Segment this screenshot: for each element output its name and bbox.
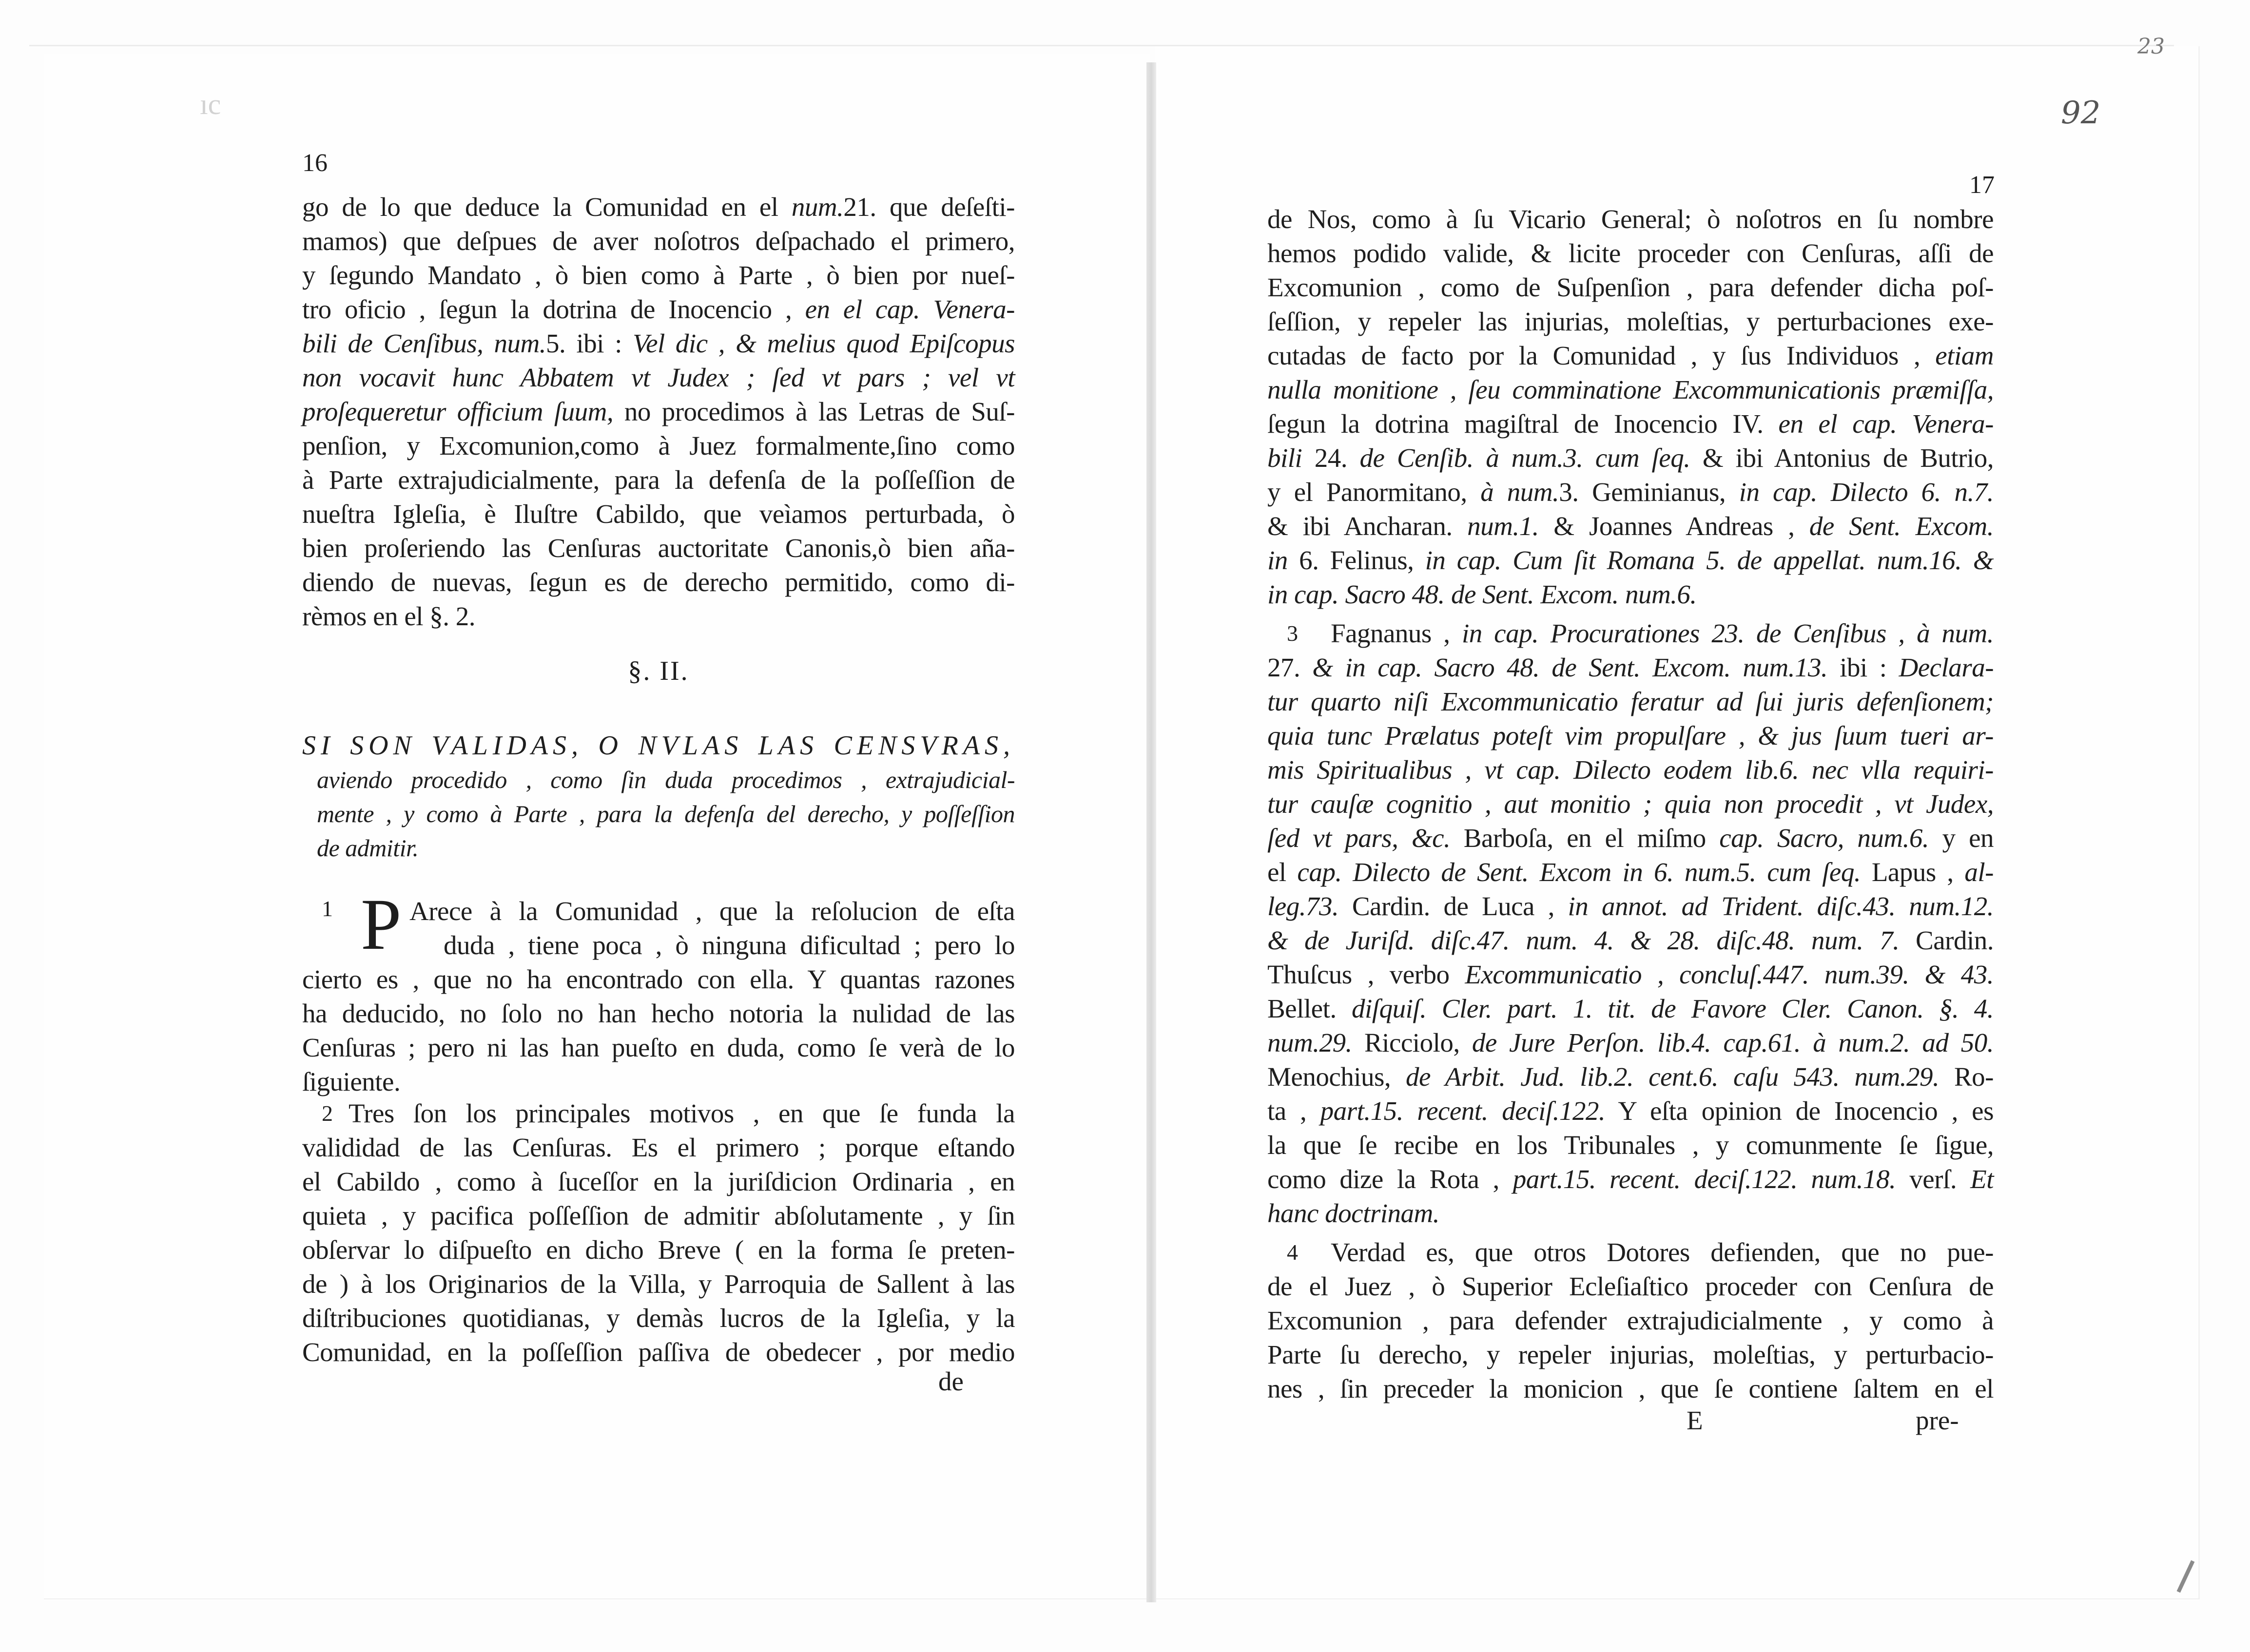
text-run: & ibi Ancharan. [1267, 511, 1468, 541]
paragraph-line: cierto es , que no ha encontrado con ella. Y quantas razones [302, 964, 1015, 994]
text-run: y ſegundo Mandato , ò bien como à Parte , ò bien por nueſ- [302, 260, 1015, 290]
text-run: Menochius, [1267, 1062, 1406, 1092]
italic-citation: in cap. Sacro 48. de Sent. Excom. num.6. [1267, 579, 1697, 609]
section-subheading-line: mente , y como à Parte , para la defenſa del derecho, y poſſeſſion [317, 800, 1015, 827]
text-run: & ibi Antonius de Butrio, [1690, 443, 1994, 473]
text-run: rèmos en el §. 2. [302, 601, 476, 631]
catchword: pre- [1916, 1405, 1959, 1435]
italic-citation: tur quarto niſi Excommunicatio feratur ad ſui juris defenſionem; [1267, 687, 1994, 716]
section-subheading-line: aviendo procedido , como ſin duda procedimos , extrajudicial- [317, 766, 1015, 793]
paragraph-line [1267, 821, 1994, 855]
text-line [1267, 543, 1994, 577]
italic-citation: in cap. Procurationes 23. de Cenſibus , à num. [1461, 618, 1994, 648]
text-run: 6. Felinus, [1287, 545, 1425, 575]
text-line [1267, 236, 1994, 270]
paragraph-line [1267, 1162, 1994, 1196]
text-run: ibi : [1827, 653, 1899, 682]
paragraph-line [1267, 855, 1994, 889]
text-run: tro oficio , ſegun la dotrina de Inocencio , [302, 294, 805, 324]
text-line [1267, 270, 1994, 305]
text-run: hemos podido valide, & licite proceder con Cenſuras, aſſi de [1267, 238, 1994, 268]
italic-citation: al- [1964, 857, 1994, 887]
paragraph-line: el Cabildo , como à ſuceſſor en la juriſdicion Ordinaria , en [302, 1167, 1015, 1196]
text-line [302, 395, 1015, 429]
text-line [302, 429, 1015, 463]
text-run: Thuſcus , verbo [1267, 960, 1465, 989]
text-run: go de lo que deduce la Comunidad en el [302, 192, 792, 222]
text-line [1267, 202, 1994, 236]
text-line [302, 599, 1015, 634]
paragraph-line: valididad de las Cenſuras. Es el primero ; porque eſtando [302, 1133, 1015, 1162]
text-run: Lapus , [1861, 857, 1965, 887]
paragraph-line: de ) à los Originarios de la Villa, y Parroquia de Sallent à las [302, 1269, 1015, 1299]
text-run: nueſtra Igleſia, è Iluſtre Cabildo, que veìamos perturbada, ò [302, 499, 1015, 529]
text-run: Ricciolo, [1352, 1028, 1472, 1057]
paragraph-number: 4 [1287, 1240, 1298, 1265]
paragraph-line: Cenſuras ; pero ni las han pueſto en duda, como ſe verà de lo [302, 1033, 1015, 1062]
text-run: Ro- [1939, 1062, 1994, 1092]
text-run: y el Panormitano, [1267, 477, 1481, 507]
text-line [1267, 305, 1994, 339]
italic-citation: ſed vt pars, &c. [1267, 823, 1451, 853]
text-run: diendo de nuevas, ſegun es de derecho permitido, como di- [302, 567, 1015, 597]
italic-citation: de Arbit. Jud. lib.2. cent.6. caſu 543. num.29. [1405, 1062, 1940, 1092]
italic-citation: quia tunc Prælatus poteſt vim propulſare , & jus ſuum tueri ar- [1267, 721, 1994, 750]
italic-citation: cap. Dilecto de Sent. Excom in 6. num.5. cum ſeq. [1297, 857, 1861, 887]
italic-citation: hanc doctrinam. [1267, 1198, 1440, 1228]
paragraph-line [1267, 923, 1994, 958]
italic-citation: à num. [1480, 477, 1559, 507]
text-run: verſ. [1896, 1164, 1971, 1194]
italic-citation: & in cap. Sacro 48. de Sent. Excom. num.13. [1312, 653, 1828, 682]
text-run: ſegun la dotrina magiſtral de Inocencio IV. [1267, 409, 1779, 439]
text-line [1267, 475, 1994, 509]
text-line [302, 292, 1015, 327]
text-line [1267, 339, 1994, 373]
paragraph-line: quieta , y pacifica poſſeſſion de admitir abſolutamente , y ſin [302, 1201, 1015, 1230]
text-line [302, 463, 1015, 497]
text-line [302, 531, 1015, 565]
italic-citation: Declara- [1899, 653, 1994, 682]
paragraph-number: 2 [322, 1101, 333, 1126]
text-run: no procedimos à las Letras de Suſ- [613, 397, 1015, 426]
paragraph-line [1267, 1094, 1994, 1128]
paragraph-line: Comunidad, en la poſſeſſion paſſiva de obedecer , por medio [302, 1337, 1015, 1367]
paragraph-line [1267, 719, 1994, 753]
paragraph-line [1267, 753, 1994, 787]
text-run: de Nos, como à ſu Vicario General; ò noſotros en ſu nombre [1267, 204, 1994, 234]
paragraph-line: diſtribuciones quotidianas, y demàs lucros de la Igleſia, y la [302, 1303, 1015, 1333]
bleed-through-mark: ıc [200, 88, 221, 120]
text-line [1267, 509, 1994, 543]
text-run: y en [1929, 823, 1994, 853]
italic-citation: part.15. recent. deciſ.122. num.18. [1513, 1164, 1896, 1194]
paragraph-line: duda , tiene poca , ò ninguna dificultad ; pero lo [444, 930, 1015, 960]
text-line [302, 565, 1015, 599]
section-subheading-line: de admitir. [317, 834, 419, 862]
italic-citation: & de Juriſd. diſc.47. num. 4. & 28. diſc.48. num. 7. [1267, 925, 1900, 955]
paragraph-line [1267, 787, 1994, 821]
paragraph-number: 3 [1287, 621, 1298, 646]
paragraph-line: Parte ſu derecho, y repeler injurias, moleſtias, y perturbacio- [1267, 1340, 1994, 1369]
italic-citation: cap. Sacro, num.6. [1719, 823, 1929, 853]
paragraph-line: ha deducido, no ſolo no han hecho notoria la nulidad de las [302, 999, 1015, 1028]
text-line [1267, 407, 1994, 441]
paragraph-line [1267, 958, 1994, 992]
paragraph-line: Verdad es, que otros Dotores defienden, que no pue- [1331, 1237, 1994, 1267]
italic-citation: in annot. ad Trident. diſc.43. num.12. [1568, 891, 1994, 921]
book-gutter [1146, 62, 1156, 1602]
italic-citation: de Jure Perſon. lib.4. cap.61. à num.2. ad 50. [1472, 1028, 1994, 1057]
italic-citation: Et [1970, 1164, 1994, 1194]
italic-citation: num. [791, 192, 844, 222]
text-line [1267, 577, 1994, 612]
italic-citation: bili de Cenſibus, num. [302, 328, 546, 358]
italic-citation: en el cap. Venera- [805, 294, 1015, 324]
paragraph-line [1267, 1060, 1994, 1094]
page-number-left: 16 [302, 149, 328, 177]
paragraph-line: Tres ſon los principales motivos , en que ſe funda la [349, 1098, 1015, 1128]
paragraph-line [1267, 651, 1994, 685]
paragraph-line: obſervar lo diſpueſto en dicho Breve ( en la forma ſe preten- [302, 1235, 1015, 1265]
italic-citation: in [1267, 545, 1288, 575]
italic-citation: part.15. recent. deciſ.122. [1320, 1096, 1606, 1126]
text-run: mamos) que deſpues de aver noſotros deſpachado el primero, [302, 226, 1015, 256]
text-line [302, 497, 1015, 531]
text-run: Barboſa, en el miſmo [1450, 823, 1720, 853]
text-run: 27. [1267, 653, 1313, 682]
text-run: 21. que deſeſti- [843, 192, 1015, 222]
text-line [302, 327, 1015, 361]
italic-citation: bili [1267, 443, 1302, 473]
text-run: à Parte extrajudicialmente, para la defenſa de la poſſeſſion de [302, 465, 1015, 495]
text-run: el [1267, 857, 1298, 887]
paragraph-line: de el Juez , ò Superior Ecleſiaſtico proceder con Cenſura de [1267, 1271, 1994, 1301]
text-line [302, 224, 1015, 258]
italic-citation: mis Spiritualibus , vt cap. Dilecto eodem lib.6. nec vlla requiri- [1267, 755, 1994, 785]
drop-cap: P [361, 884, 402, 965]
italic-citation: de Cenſib. à num.3. cum ſeq. [1359, 443, 1690, 473]
text-run: Y eſta opinion de Inocencio , es [1605, 1096, 1994, 1126]
paragraph-number: 1 [322, 896, 333, 921]
italic-citation: nulla monitione , ſeu comminatione Excommunicationis præmiſſa, [1267, 375, 1994, 404]
catchword: de [938, 1366, 964, 1396]
italic-citation: in cap. Cum ſit Romana 5. de appellat. num.16. & [1425, 545, 1994, 575]
section-heading: SI SON VALIDAS, O NVLAS LAS CENSVRAS, [302, 730, 1015, 761]
italic-citation: in cap. Dilecto 6. n.7. [1739, 477, 1994, 507]
text-run: como dize la Rota , [1267, 1164, 1513, 1194]
text-run: penſion, y Excomunion,como à Juez formalmente,ſino como [302, 431, 1015, 461]
italic-citation: num.29. [1267, 1028, 1352, 1057]
page-number-right: 17 [1969, 171, 1995, 199]
italic-citation: Vel dic , & melius quod Epiſcopus [633, 328, 1015, 358]
text-run: 5. ibi : [546, 328, 633, 358]
italic-citation: leg.73. [1267, 891, 1339, 921]
text-run: Cardin. de Luca , [1338, 891, 1568, 921]
paragraph-line: Excomunion , para defender extrajudicialmente , y como à [1267, 1306, 1994, 1335]
italic-citation: diſquiſ. Cler. part. 1. tit. de Favore Cler. Canon. §. 4. [1352, 994, 1994, 1023]
italic-citation: etiam [1935, 341, 1994, 370]
paragraph-line [1267, 889, 1994, 923]
italic-citation: de Sent. Excom. [1809, 511, 1994, 541]
text-run: Bellet. [1267, 994, 1352, 1023]
text-line [1267, 373, 1994, 407]
text-run: bien proſeriendo las Cenſuras auctoritate Canonis,ò bien aña- [302, 533, 1015, 563]
italic-citation: tur cauſæ cognitio , aut monitio ; quia non procedit , vt Judex, [1267, 789, 1994, 819]
paragraph-line [1267, 992, 1994, 1026]
paragraph-line: Arece à la Comunidad , que la reſolucion de eſta [409, 896, 1015, 926]
text-run: Cardin. [1899, 925, 1994, 955]
paragraph-line [1267, 685, 1994, 719]
italic-citation: Excommunicatio , concluſ.447. num.39. & 43. [1465, 960, 1994, 989]
paragraph-line: ſiguiente. [302, 1067, 401, 1096]
paragraph-line: nes , ſin preceder la monicion , que ſe contiene ſaltem en el [1267, 1374, 1994, 1403]
text-line [302, 190, 1015, 224]
text-run: Excomunion , como de Suſpenſion , para defender dicha poſ- [1267, 272, 1994, 302]
italic-citation: non vocavit hunc Abbatem vt Judex ; ſed vt pars ; vel vt [302, 363, 1015, 392]
text-line [1267, 441, 1994, 475]
text-run: & Joannes Andreas , [1538, 511, 1809, 541]
text-run: cutadas de facto por la Comunidad , y ſus Individuos , [1267, 341, 1936, 370]
signature-mark: E [1687, 1405, 1703, 1435]
text-line [302, 258, 1015, 292]
text-run: la que ſe recibe en los Tribunales , y comunmente ſe ſigue, [1267, 1130, 1994, 1160]
section-mark: §. II. [628, 656, 689, 686]
text-run: 3. Geminianus, [1559, 477, 1739, 507]
text-run: Fagnanus , [1331, 618, 1462, 648]
italic-citation: proſequeretur officium ſuum, [302, 397, 614, 426]
corner-annotation: 23 [2137, 34, 2165, 59]
paragraph-line [1267, 1128, 1994, 1162]
paragraph-line [1267, 1026, 1994, 1060]
folio-annotation: 92 [2061, 95, 2101, 131]
text-run: 24. [1302, 443, 1360, 473]
italic-citation: num.1. [1467, 511, 1539, 541]
italic-citation: en el cap. Venera- [1778, 409, 1994, 439]
paragraph-line [1267, 1196, 1994, 1230]
text-line [302, 361, 1015, 395]
text-run: ta , [1267, 1096, 1320, 1126]
paragraph-line [1331, 616, 1994, 651]
text-run: ſeſſion, y repeler las injurias, moleſtias, y perturbaciones exe- [1267, 307, 1994, 336]
